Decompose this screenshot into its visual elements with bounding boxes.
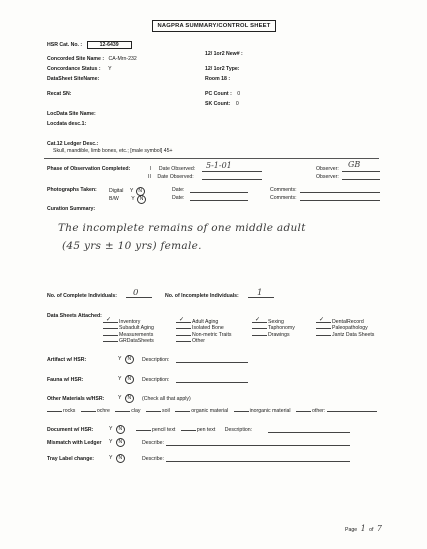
datasheet-inventory-label: Inventory <box>119 319 141 325</box>
pc-count-label: PC Count : <box>205 91 232 97</box>
complete-individuals-label: No. of Complete Individuals: <box>47 293 118 299</box>
tray-y[interactable]: Y <box>109 455 113 461</box>
soil-check-line[interactable] <box>146 411 161 412</box>
photo-comments-1-line <box>300 192 380 193</box>
complete-individuals-line <box>126 297 152 298</box>
tray-n[interactable]: N <box>116 454 125 463</box>
inventory-check-line <box>103 317 118 323</box>
datasheets-col-1 <box>103 319 154 345</box>
concorded-site-row <box>47 56 137 62</box>
curation-line-1: The incomplete remains of one middle adult <box>58 222 306 234</box>
material-rocks: rocks <box>63 408 76 414</box>
sk-count-row <box>205 101 239 107</box>
other-materials-n[interactable]: N <box>125 394 134 403</box>
photo-date-2-line <box>190 200 248 201</box>
sexing-check-line <box>252 317 267 323</box>
check-mark-icon: ✓ <box>319 317 325 323</box>
dental-check-line <box>316 317 331 323</box>
section-divider <box>44 158 379 159</box>
other-materials-y[interactable]: Y <box>118 395 122 401</box>
jantz-check-line <box>316 335 331 336</box>
document-pencil-label: pencil text <box>152 427 176 433</box>
fauna-n[interactable]: N <box>125 375 134 384</box>
datasheet-non-metric-label: Non-metric Traits <box>192 331 232 338</box>
curation-line-2: (45 yrs ± 10 yrs) female. <box>62 240 202 252</box>
phase-1-marker: I <box>150 166 152 172</box>
organic-check-line[interactable] <box>175 411 190 412</box>
incomplete-individuals-label: No. of Incomplete Individuals: <box>165 293 239 299</box>
fauna-y[interactable]: Y <box>118 376 122 382</box>
new-number-label: 12/ 1or2 New# : <box>205 51 243 57</box>
page-indicator <box>345 524 382 533</box>
photo-date-1-line <box>190 192 248 193</box>
date-observed-1-label: Date Observed: <box>158 166 196 172</box>
page-current: 1 <box>360 524 366 533</box>
phase-2-marker: II <box>148 174 151 180</box>
datasheet-adult-aging-label: Adult Aging <box>192 319 219 325</box>
check-mark-icon: ✓ <box>255 317 261 323</box>
photo-date-1-label: Date: <box>172 187 185 193</box>
tray-label-change-label: Tray Label change: <box>47 456 94 462</box>
material-inorganic: inorganic material <box>249 408 291 414</box>
concordance-status-label: Concordance Status : <box>47 66 101 72</box>
pc-count-value: 0 <box>237 91 241 97</box>
artifact-y[interactable]: Y <box>118 356 122 362</box>
material-organic: organic material <box>191 408 229 414</box>
grdatasheets-check-line <box>103 341 118 342</box>
fauna-description-label: Description: <box>142 377 170 383</box>
fauna-label: Fauna w/ HSR: <box>47 377 84 383</box>
document-pen-label: pen text <box>196 427 216 433</box>
mismatch-n[interactable]: N <box>116 438 125 447</box>
page-of-label: of <box>369 527 374 533</box>
pencil-check-line[interactable] <box>136 430 151 431</box>
concorded-site-value: CA-Mrn-232 <box>108 56 137 62</box>
pc-count-row <box>205 91 240 97</box>
drawings-check-line <box>252 335 267 336</box>
datasheet-jantz-label: Jantz Data Sheets <box>332 331 375 338</box>
curation-label: Curation Summary: <box>47 206 96 212</box>
sk-count-label: SK Count: <box>205 101 231 107</box>
non-metric-check-line <box>176 335 191 336</box>
check-mark-icon: ✓ <box>179 317 185 323</box>
datasheet-grdatasheets-label: GRDataSheets <box>119 338 154 345</box>
observation-label: Phase of Observation Completed: <box>47 166 131 172</box>
photo-comments-2-label: Comments: <box>270 195 297 201</box>
other-materials-items <box>47 408 378 414</box>
artifact-yn-row <box>118 355 134 364</box>
taphonomy-check-line <box>252 328 267 329</box>
checkbox-other[interactable] <box>176 338 232 344</box>
observer-1-value: GB <box>348 160 361 169</box>
inorganic-check-line[interactable] <box>234 411 249 412</box>
other-materials-yn-row <box>118 394 134 403</box>
artifact-label: Artifact w/ HSR: <box>47 357 87 363</box>
other-check-line <box>176 341 191 342</box>
photo-digital-y[interactable]: Y <box>129 188 134 194</box>
rocks-check-line[interactable] <box>47 411 62 412</box>
document-description-field[interactable] <box>268 432 350 433</box>
document-n[interactable]: N <box>116 425 125 434</box>
paleopathology-check-line <box>316 328 331 329</box>
datasheets-col-4 <box>316 319 374 338</box>
observer-1-label: Observer: <box>316 166 339 172</box>
date-observed-2-label: Date Observed: <box>157 174 194 180</box>
artifact-description-label: Description: <box>142 357 170 363</box>
hsr-cat-value: 12-6439 <box>87 41 132 49</box>
mismatch-y[interactable]: Y <box>109 439 113 445</box>
artifact-description-field[interactable] <box>176 362 248 363</box>
pen-check-line[interactable] <box>181 430 196 431</box>
tray-describe-field[interactable] <box>166 461 350 462</box>
material-soil: soil <box>161 408 170 414</box>
datasheet-paleopathology-label: Paleopathology <box>332 325 368 332</box>
mismatch-label: Mismatch with Ledger <box>47 440 102 446</box>
phase-1-row <box>150 166 195 172</box>
datasheet-sitename-label: DataSheet SiteName: <box>47 76 100 82</box>
tray-describe-label: Describe: <box>142 456 164 462</box>
form-title: NAGPRA SUMMARY/CONTROL SHEET <box>152 20 276 32</box>
adult-aging-check-line <box>176 317 191 323</box>
datasheet-isolated-bone-label: Isolated Bone <box>192 325 224 332</box>
clay-check-line[interactable] <box>115 411 130 412</box>
photo-bw-row <box>109 195 146 204</box>
tray-yn-row <box>109 454 125 463</box>
page-total: 7 <box>376 524 382 533</box>
datasheet-other-label: Other <box>192 338 205 345</box>
document-description-label: Description: <box>224 427 253 433</box>
observer-1-line <box>342 171 380 172</box>
concordance-status-row <box>47 66 112 72</box>
hsr-cat-row <box>47 41 132 49</box>
other-material-check-line[interactable] <box>296 411 311 412</box>
document-y[interactable]: Y <box>109 426 113 432</box>
checkbox-grdatasheets[interactable] <box>103 338 154 344</box>
datasheets-label: Data Sheets Attached: <box>47 313 102 319</box>
photo-digital-n[interactable]: N <box>136 187 145 196</box>
datasheet-subadult-aging-label: Subadult Aging <box>119 325 154 332</box>
checkbox-drawings[interactable] <box>252 332 295 338</box>
material-ochre: ochre <box>96 408 110 414</box>
isolated-bone-check-line <box>176 328 191 329</box>
fauna-yn-row <box>118 375 134 384</box>
cat12-value: Skull, mandible, limb bones, etc.; [male symbol] 45+ <box>53 148 173 154</box>
observer-2-line <box>342 179 380 180</box>
other-material-field[interactable] <box>327 411 377 412</box>
artifact-n[interactable]: N <box>125 355 134 364</box>
measurements-check-line <box>103 335 118 336</box>
datasheet-drawings-label: Drawings <box>268 331 290 338</box>
ochre-check-line[interactable] <box>81 411 96 412</box>
document-yn-row <box>109 425 125 434</box>
other-materials-note: (Check all that apply) <box>142 396 191 402</box>
document-options <box>136 427 252 433</box>
date-observed-1-line <box>202 171 262 172</box>
concordance-status-value: Y <box>108 66 112 72</box>
datasheets-col-2 <box>176 319 232 345</box>
photo-bw-label: B/W <box>109 196 119 202</box>
datasheet-taphonomy-label: Taphonomy <box>268 325 295 332</box>
date-observed-1-value: 5-1-01 <box>206 161 232 170</box>
material-clay: clay <box>131 408 141 414</box>
subadult-aging-check-line <box>103 328 118 329</box>
fauna-description-field[interactable] <box>176 382 248 383</box>
incomplete-individuals-value: 1 <box>257 288 263 298</box>
page-label: Page <box>345 527 358 533</box>
sk-count-value: 0 <box>235 101 239 107</box>
mismatch-yn-row <box>109 438 125 447</box>
locdata-site-label: LocData Site Name: <box>47 111 96 117</box>
photo-bw-y[interactable]: Y <box>131 196 135 202</box>
photo-bw-n[interactable]: N <box>137 195 146 204</box>
datasheet-sexing-label: Sexing <box>268 319 284 325</box>
phase-2-row <box>148 174 194 180</box>
datasheet-measurements-label: Measurements <box>119 331 154 338</box>
photo-comments-1-label: Comments: <box>270 187 297 193</box>
locdata-desc-label: Locdata desc.1: <box>47 121 87 127</box>
room-18-label: Room 18 : <box>205 76 231 82</box>
complete-individuals-value: 0 <box>133 288 139 298</box>
photo-date-2-label: Date: <box>172 195 185 201</box>
document-label: Document w/ HSR: <box>47 427 94 433</box>
mismatch-describe-label: Describe: <box>142 440 164 446</box>
check-mark-icon: ✓ <box>106 317 112 323</box>
cat12-label: Cat.12 Ledger Desc.: <box>47 141 99 147</box>
hsr-cat-label: HSR Cat. No. : <box>47 42 83 48</box>
other-materials-label: Other Materials w/HSR: <box>47 396 105 402</box>
date-observed-2-line <box>202 179 262 180</box>
mismatch-describe-field[interactable] <box>166 445 350 446</box>
type-label: 12/ 1or2 Type: <box>205 66 240 72</box>
checkbox-jantz-data-sheets[interactable] <box>316 332 374 338</box>
datasheets-col-3 <box>252 319 295 338</box>
recat-sn-label: Recat SN: <box>47 91 72 97</box>
datasheet-dental-label: DentalRecord <box>332 319 364 325</box>
photo-digital-label: Digital <box>109 188 124 194</box>
material-other: other: <box>312 408 326 414</box>
concorded-site-label: Concorded Site Name : <box>47 56 105 62</box>
photo-comments-2-line <box>300 200 380 201</box>
photographs-label: Photographs Taken: <box>47 187 97 193</box>
observer-2-label: Observer: <box>316 174 339 180</box>
